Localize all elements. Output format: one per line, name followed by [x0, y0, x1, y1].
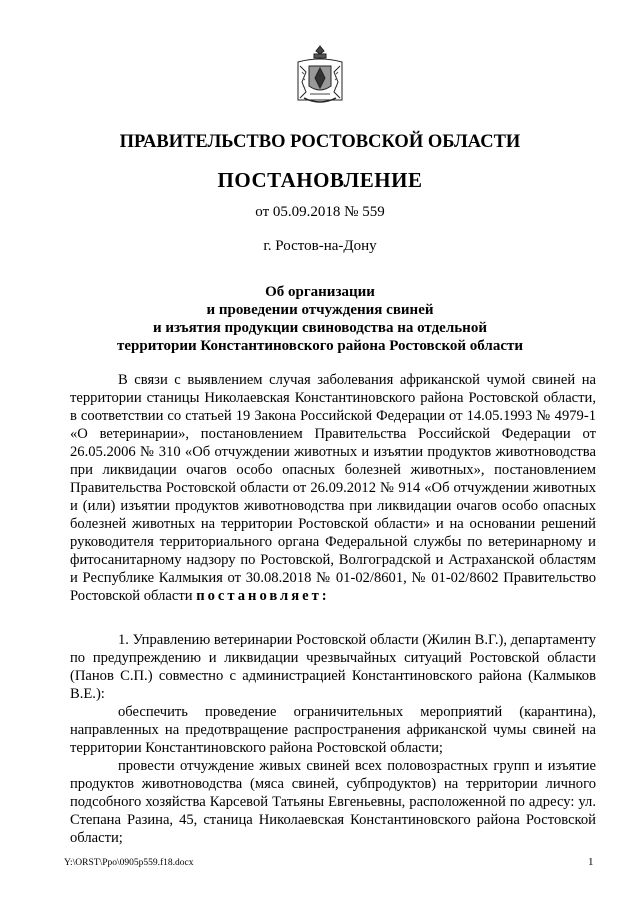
decree-date-number: от 05.09.2018 № 559	[255, 204, 385, 220]
decree-title	[40, 283, 600, 355]
decree-title-line: Об организации	[265, 284, 375, 300]
item-1-paragraph: 1. Управлению ветеринарии Ростовской области (Жилин В.Г.), департаменту по предупреждению и ликвидации чрезвычайных ситуаций Ростовской области (Панов С.П.) совместно с администрацией Константиновского района (Калмыков В.Е.):	[70, 632, 596, 702]
preamble-section	[70, 371, 596, 605]
item-section	[70, 631, 596, 847]
coat-of-arms-emblem	[292, 42, 348, 108]
item-1b-paragraph: провести отчуждение живых свиней всех половозрастных групп и изъятие продуктов животноводства (мяса свиней, субпродуктов) на территории личного подсобного хозяйства Карсевой Татьяны Евгеньевны, расположенной по адресу: ул. Степана Разина, 45, станица Николаевская Константиновского района Ростовской области;	[70, 758, 596, 846]
page-number: 1	[588, 856, 594, 868]
item-1a-paragraph: обеспечить проведение ограничительных мероприятий (карантина), направленных на предотвращение распространения африканской чумы свиней на территории Константиновского района Ростовской области;	[70, 704, 596, 756]
footer-file-path: Y:\ORST\Ppo\0905p559.f18.docx	[64, 858, 194, 868]
preamble-paragraph	[70, 371, 596, 605]
document-type: ПОСТАНОВЛЕНИЕ	[217, 168, 423, 192]
decree-title-line: территории Константиновского района Ростовской области	[117, 338, 523, 354]
decree-title-line: и изъятия продукции свиноводства на отдельной	[153, 320, 487, 336]
decree-city: г. Ростов-на-Дону	[263, 238, 377, 254]
preamble-text: В связи с выявлением случая заболевания африканской чумой свиней на территории станицы Николаевская Константиновского района Ростовской области, в соответствии со статьей 19 Закона Российской Федерации от 14.05.1993 № 4979-1 «О ветеринарии», постановлением Правительства Российской Федерации от 26.05.2006 № 310 «Об отчуждении животных и изъятии продуктов животноводства при ликвидации очагов особо опасных болезней животных», постановлением Правительства Ростовской области от 26.09.2012 № 914 «Об отчуждении животных и (или) изъятии продуктов животноводства при ликвидации очагов особо опасных болезней животных на территории Ростовской области» и на основании решений руководителя территориального органа Федеральной службы по ветеринарному и фитосанитарному надзору по Ростовской, Волгоградской и Астраханской областям и Республике Калмыкия от 30.08.2018 № 01-02/8601, № 01-02/8602 Правительство Ростовской области	[70, 372, 596, 604]
decree-title-line: и проведении отчуждения свиней	[206, 302, 434, 318]
government-name: ПРАВИТЕЛЬСТВО РОСТОВСКОЙ ОБЛАСТИ	[119, 132, 521, 152]
resolves-word: постановляет:	[196, 588, 330, 604]
